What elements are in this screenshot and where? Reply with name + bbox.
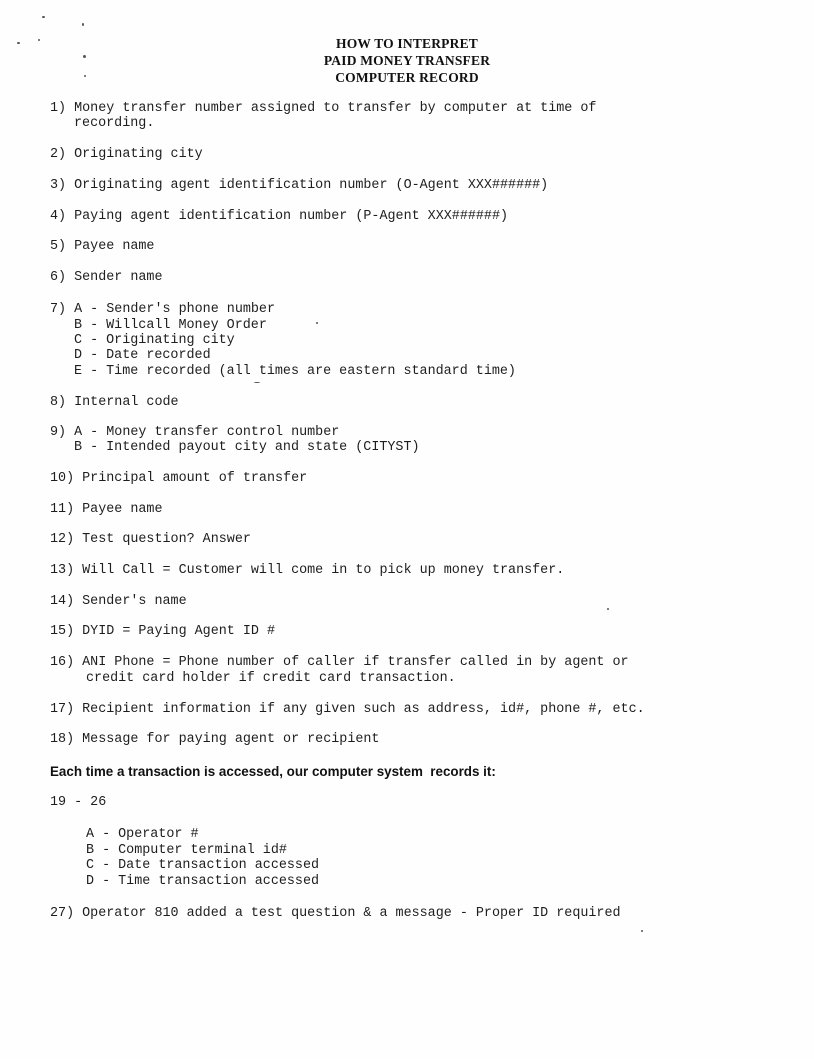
item-10: 10) Principal amount of transfer	[50, 471, 308, 486]
item-16: 16) ANI Phone = Phone number of caller if transfer called in by agent or	[50, 655, 629, 670]
scan-speck	[38, 39, 40, 41]
item-16-continuation: credit card holder if credit card transaction.	[86, 671, 456, 686]
item-6: 6) Sender name	[50, 270, 163, 285]
scan-speck	[83, 55, 86, 58]
item-27: 27) Operator 810 added a test question & a message - Proper ID required	[50, 906, 621, 921]
access-item-c: C - Date transaction accessed	[86, 858, 320, 873]
item-13: 13) Will Call = Customer will come in to pick up money transfer.	[50, 563, 565, 578]
item-7-sub-c: C - Originating city	[74, 333, 235, 348]
scan-speck	[607, 608, 609, 610]
doc-title-line-1: HOW TO INTERPRET	[336, 36, 478, 51]
scan-speck	[42, 16, 45, 18]
item-7-sub-e: E - Time recorded (all times are eastern standard time)	[74, 364, 516, 379]
access-note: Each time a transaction is accessed, our computer system records it:	[50, 764, 496, 779]
item-12: 12) Test question? Answer	[50, 532, 251, 547]
item-7-sub-b: B - Willcall Money Order	[74, 318, 267, 333]
scan-speck	[82, 23, 84, 26]
item-14: 14) Sender's name	[50, 594, 187, 609]
scan-speck	[254, 382, 260, 383]
item-17: 17) Recipient information if any given such as address, id#, phone #, etc.	[50, 702, 645, 717]
access-item-a: A - Operator #	[86, 827, 199, 842]
scan-speck	[84, 75, 86, 77]
item-8: 8) Internal code	[50, 395, 179, 410]
item-5: 5) Payee name	[50, 239, 155, 254]
scan-speck	[17, 42, 20, 44]
scan-speck	[316, 322, 318, 324]
scan-speck	[641, 930, 643, 932]
item-11: 11) Payee name	[50, 502, 163, 517]
access-item-b: B - Computer terminal id#	[86, 843, 287, 858]
item-18: 18) Message for paying agent or recipient	[50, 732, 380, 747]
item-15: 15) DYID = Paying Agent ID #	[50, 624, 275, 639]
item-9: 9) A - Money transfer control number	[50, 425, 340, 440]
doc-title-line-2: PAID MONEY TRANSFER	[323, 53, 491, 68]
item-7-sub-d: D - Date recorded	[74, 348, 211, 363]
item-4: 4) Paying agent identification number (P-Agent XXX######)	[50, 209, 509, 224]
item-7: 7) A - Sender's phone number	[50, 302, 275, 317]
item-9-sub-b: B - Intended payout city and state (CITYST)	[74, 440, 420, 455]
doc-title-line-3: COMPUTER RECORD	[335, 70, 479, 85]
item-3: 3) Originating agent identification number (O-Agent XXX######)	[50, 178, 549, 193]
item-1-continuation: recording.	[74, 116, 155, 131]
item-1: 1) Money transfer number assigned to transfer by computer at time of	[50, 101, 597, 116]
item-2: 2) Originating city	[50, 147, 203, 162]
access-item-d: D - Time transaction accessed	[86, 874, 320, 889]
range-label: 19 - 26	[50, 795, 107, 810]
